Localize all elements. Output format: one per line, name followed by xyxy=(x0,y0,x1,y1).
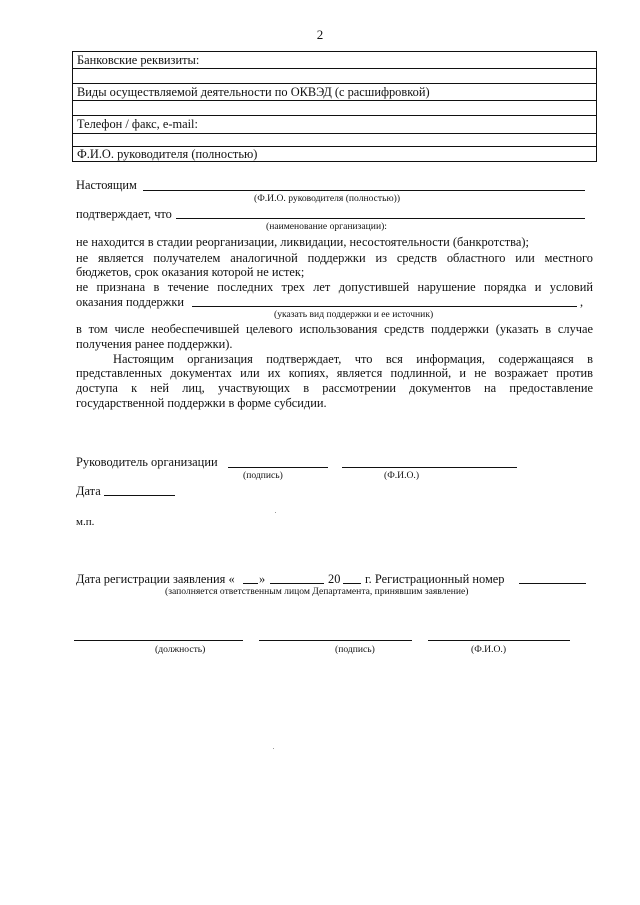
statement-misuse-line2: получения ранее поддержки). xyxy=(76,337,233,351)
scan-dot xyxy=(273,748,274,749)
registration-day-field[interactable] xyxy=(243,583,258,584)
director-name-caption: (Ф.И.О. руководителя (полностью)) xyxy=(254,193,401,204)
comma: , xyxy=(580,295,584,309)
official-signature-field[interactable] xyxy=(259,640,412,641)
statement-violation-line1: не признана в течение последних трех лет допустившей нарушение порядка и условий xyxy=(76,280,593,294)
director-name-field[interactable] xyxy=(143,190,585,191)
head-name-field[interactable] xyxy=(342,467,517,468)
confirms-label: подтверждает, что xyxy=(76,207,172,221)
table-row-bank-details xyxy=(73,54,596,67)
head-signature-field[interactable] xyxy=(228,467,328,468)
date-field[interactable] xyxy=(104,495,175,496)
official-name-field[interactable] xyxy=(428,640,570,641)
date-label: Дата xyxy=(76,484,101,498)
support-type-caption: (указать вид поддержки и ее источник) xyxy=(274,309,434,320)
statement-support-line1: не является получателем аналогичной поддержки из средств областного или местного xyxy=(76,251,593,265)
table-divider xyxy=(73,133,596,134)
statement-support-line2: бюджетов, срок оказания которой не истек; xyxy=(76,265,305,279)
registration-date-label: Дата регистрации заявления « xyxy=(76,572,235,586)
table-divider xyxy=(73,100,596,101)
statement-reorganization: не находится в стадии реорганизации, ликвидации, несостоятельности (банкротства); xyxy=(76,235,529,249)
page-number: 2 xyxy=(316,27,324,42)
confirmation-para-line3: доступа к ней лиц, участвующих в рассмотрении документов на предоставление xyxy=(76,381,593,395)
official-position-field[interactable] xyxy=(74,640,243,641)
official-name-caption: (Ф.И.О.) xyxy=(471,644,507,655)
official-signature-caption: (подпись) xyxy=(335,644,375,655)
confirmation-para-line4: государственной поддержки в форме субсидии. xyxy=(76,396,327,410)
registration-year-field[interactable] xyxy=(343,583,361,584)
confirmation-para-line2: представленных документах или их копиях, является подлинной, и не возражает против xyxy=(76,366,593,380)
registration-number-label: г. Регистрационный номер xyxy=(365,572,505,586)
director-label: Ф.И.О. руководителя (полностью) xyxy=(77,147,258,161)
table-row-okved xyxy=(73,86,596,99)
head-label: Руководитель организации xyxy=(76,455,218,469)
registration-number-field[interactable] xyxy=(519,583,586,584)
registration-year-prefix: 20 xyxy=(328,572,341,586)
bank-details-label: Банковские реквизиты: xyxy=(77,53,200,67)
stamp-label: м.п. xyxy=(76,516,95,528)
head-name-caption: (Ф.И.О.) xyxy=(384,470,420,481)
contacts-label: Телефон / факс, e-mail: xyxy=(77,117,198,131)
organization-name-caption: (наименование организации): xyxy=(266,221,387,232)
statement-violation-line2: оказания поддержки xyxy=(76,295,184,309)
support-type-field[interactable] xyxy=(192,306,577,307)
confirmation-para-line1: Настоящим организация подтверждает, что вся информация, содержащаяся в xyxy=(113,352,593,366)
head-signature-caption: (подпись) xyxy=(243,470,283,481)
table-divider xyxy=(73,83,596,84)
registration-quote-close: » xyxy=(259,572,266,586)
official-position-caption: (должность) xyxy=(155,644,206,655)
scan-dot xyxy=(275,512,276,513)
registration-caption: (заполняется ответственным лицом Департамента, принявшим заявление) xyxy=(165,586,469,597)
hereby-label: Настоящим xyxy=(76,178,137,192)
table-row-director xyxy=(73,148,596,161)
requisites-table xyxy=(72,51,597,162)
statement-misuse-line1: в том числе необеспечившей целевого использования средств поддержки (указать в случае xyxy=(76,322,593,336)
table-row-contacts xyxy=(73,118,596,131)
okved-label: Виды осуществляемой деятельности по ОКВЭД (с расшифровкой) xyxy=(77,85,430,99)
organization-name-field[interactable] xyxy=(176,218,585,219)
table-divider xyxy=(73,115,596,116)
registration-month-field[interactable] xyxy=(270,583,324,584)
table-divider xyxy=(73,68,596,69)
